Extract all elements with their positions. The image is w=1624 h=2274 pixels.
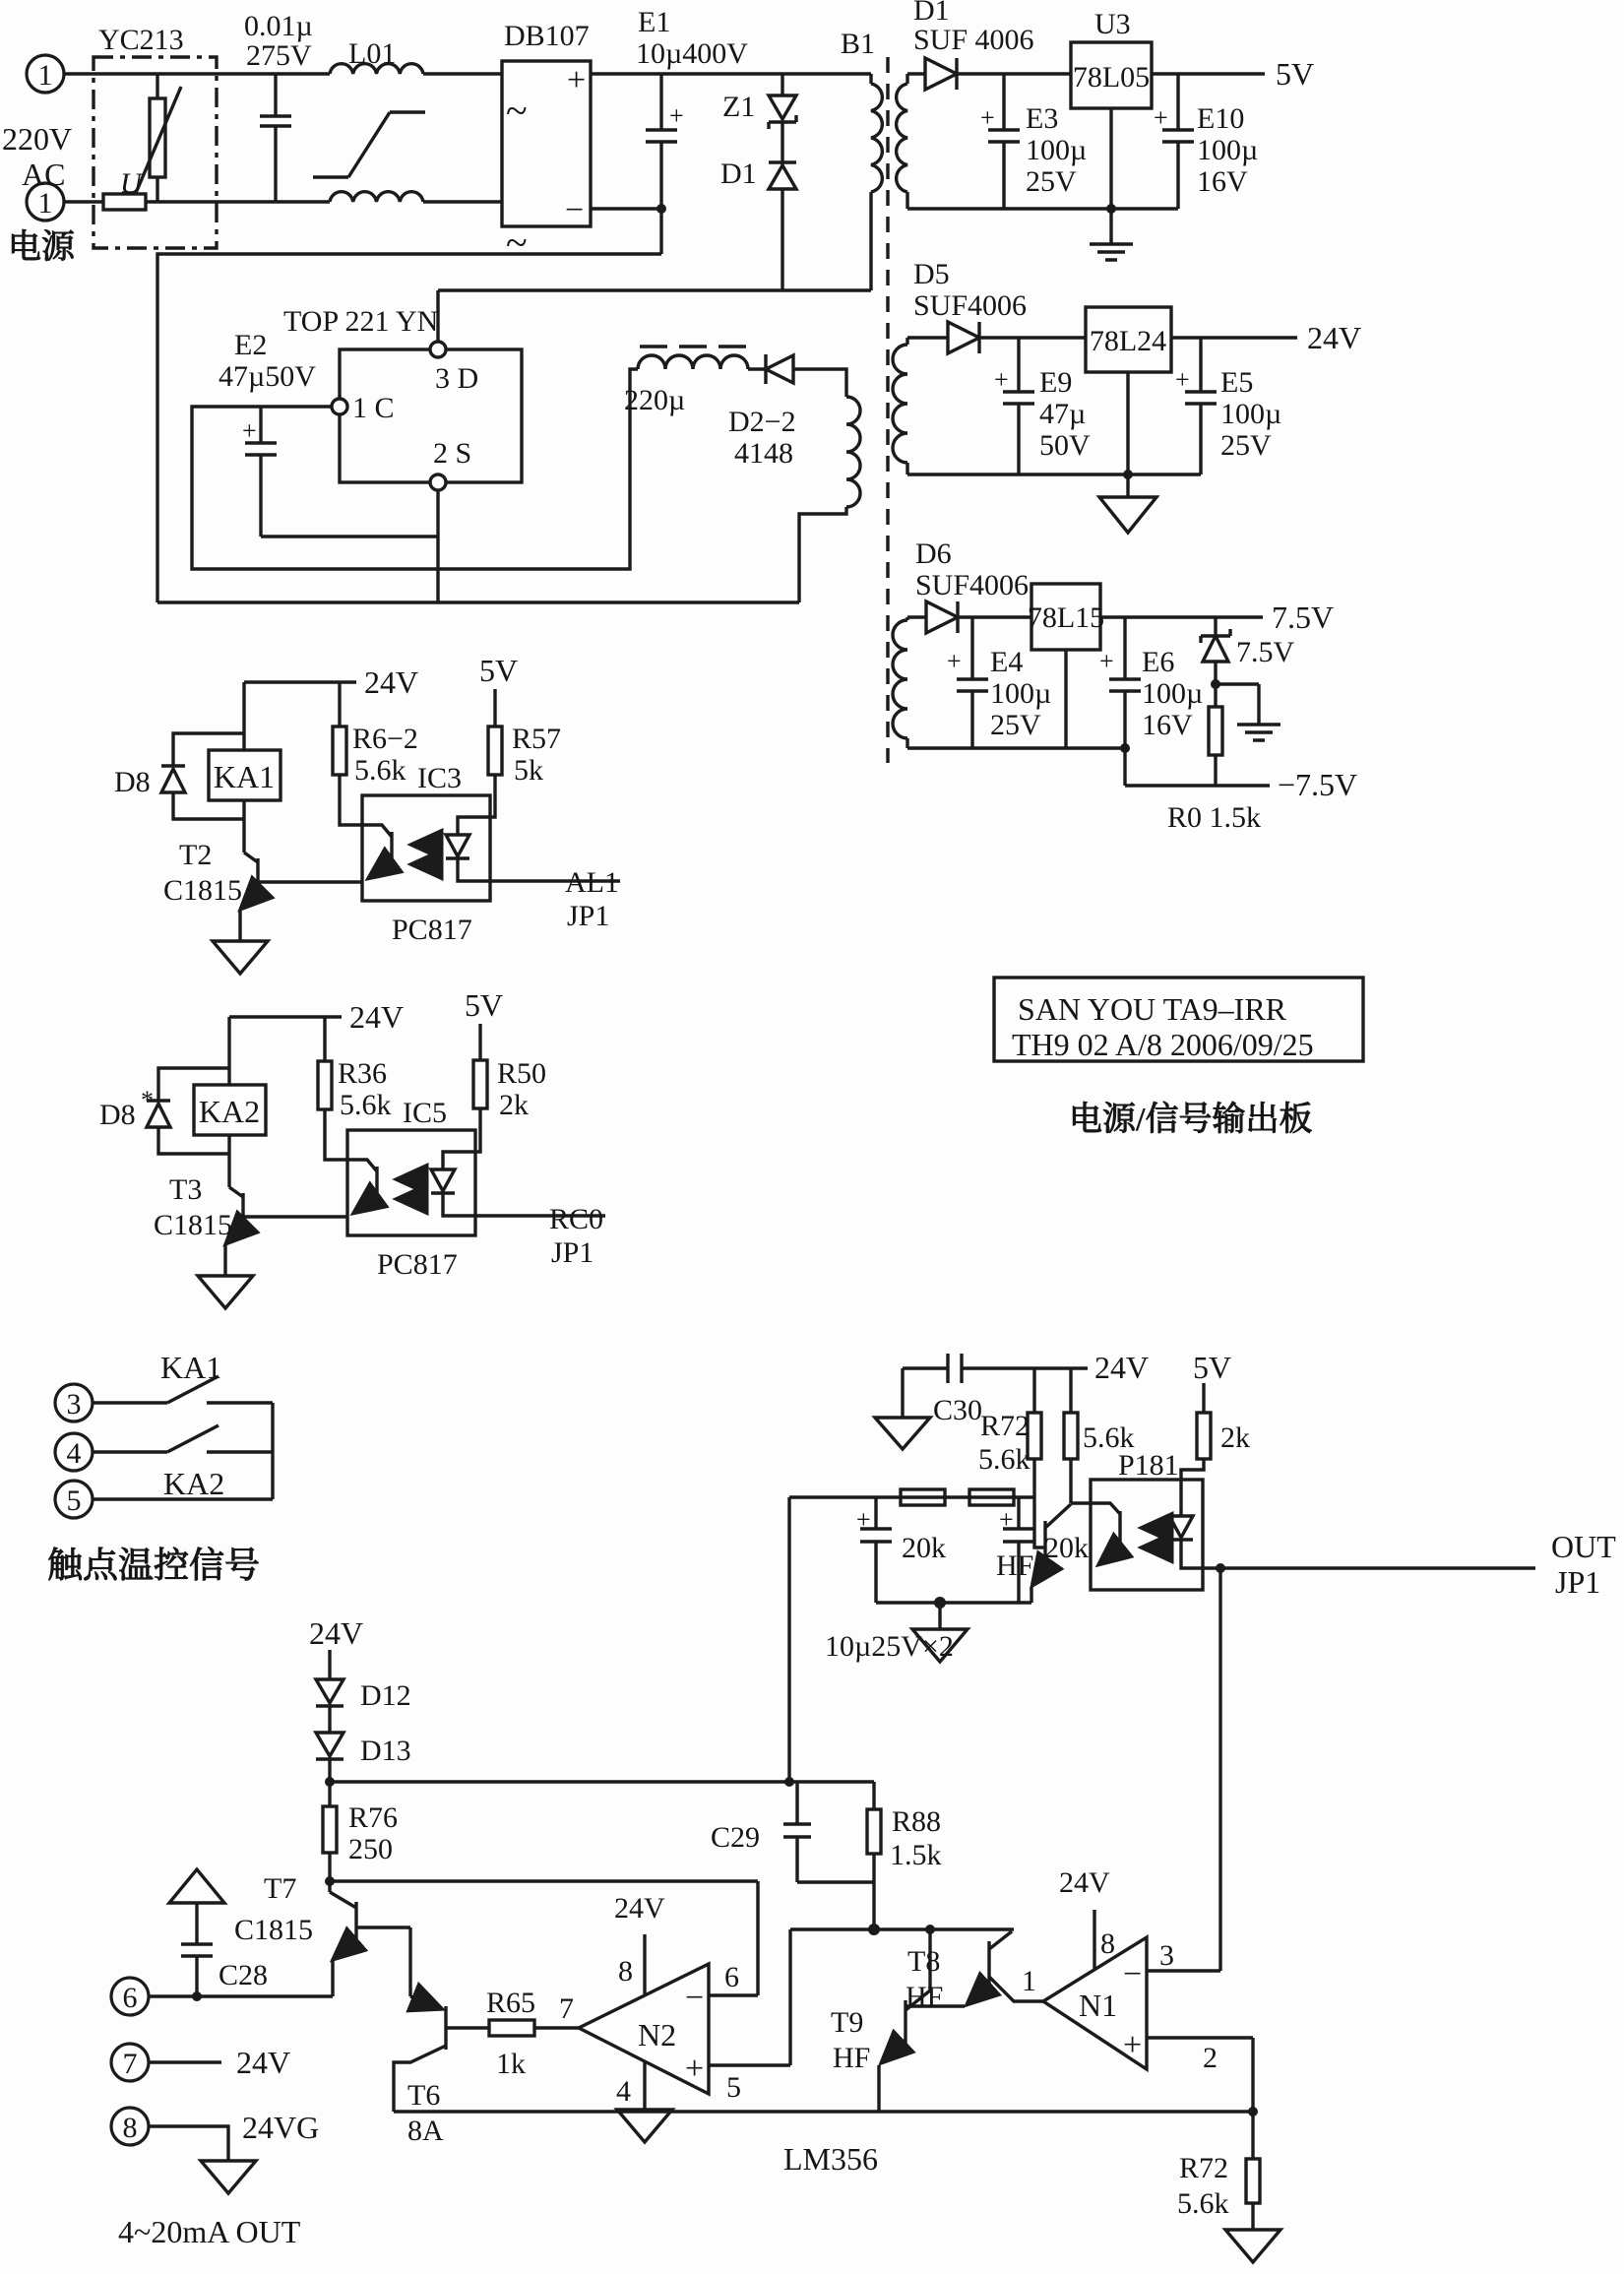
cap-c28 — [181, 1903, 213, 1996]
label-zener-7v5: 7.5V — [1236, 636, 1295, 668]
pin-n2-8: 8 — [618, 1955, 633, 1988]
label-db-tilde1: ~ — [506, 89, 528, 133]
label-ka2-contact: KA2 — [163, 1466, 225, 1501]
x-capacitor-001u — [260, 74, 291, 202]
label-e4-uf: 100µ — [990, 677, 1052, 710]
label-z1: Z1 — [722, 91, 756, 123]
res-r72b — [1246, 2112, 1260, 2230]
opto-p181 — [1091, 1480, 1203, 1590]
res-r76 — [323, 1782, 337, 1881]
label-suf4006-2: SUF4006 — [913, 289, 1028, 322]
diode-d13 — [316, 1733, 344, 1782]
label-d2-2: D2−2 — [728, 406, 796, 438]
label-jp1-b: JP1 — [551, 1236, 594, 1269]
ac-input-section — [64, 57, 591, 248]
label-pc817-ic5: PC817 — [377, 1248, 458, 1281]
transformer-b1-primary — [871, 74, 882, 290]
label-e4-v: 25V — [990, 709, 1041, 741]
label-d13: D13 — [360, 1735, 411, 1767]
label-e4: E4 — [990, 646, 1024, 678]
ground-triangle-r72b — [1225, 2230, 1280, 2262]
label-t7: T7 — [264, 1872, 297, 1905]
label-t3-c1815: C1815 — [154, 1209, 233, 1241]
winding-5v — [897, 74, 907, 209]
label-cap-b-plus: + — [999, 1505, 1014, 1534]
label-b1: B1 — [841, 28, 876, 60]
title-line1: SAN YOU TA9–IRR — [1018, 991, 1287, 1027]
opto-p181-internals — [1091, 1480, 1203, 1568]
label-r72b-val: 5.6k — [1177, 2187, 1229, 2220]
terminal-ac-1-digit: 1 — [37, 59, 53, 92]
label-ka2: KA2 — [198, 1094, 261, 1129]
label-220v: 220V — [2, 121, 73, 157]
pin-n2-6: 6 — [724, 1961, 739, 1993]
terminal-ac-1 — [27, 55, 64, 93]
contact-caption: 触点温控信号 — [47, 1546, 261, 1585]
label-varistor-u: U — [120, 167, 142, 200]
label-jp1-a: JP1 — [567, 900, 610, 932]
label-2k: 2k — [1220, 1421, 1250, 1454]
label-e9-plus: + — [994, 365, 1009, 394]
label-e1-plus: + — [669, 101, 684, 130]
label-5v-ka2: 5V — [465, 987, 504, 1023]
label-e5-uf: 100µ — [1220, 398, 1282, 430]
label-e3-v: 25V — [1026, 165, 1077, 198]
diode-d6 — [926, 601, 958, 633]
pin-n2-4: 4 — [616, 2075, 631, 2108]
label-e10: E10 — [1197, 102, 1245, 135]
label-n2: N2 — [638, 2017, 677, 2053]
earth-ground-7v5 — [1237, 725, 1280, 740]
label-e9-uf: 47µ — [1039, 398, 1087, 430]
label-r57-val: 5k — [514, 754, 543, 787]
diode-d8 — [161, 766, 185, 792]
sign-n2-minus: − — [685, 1980, 705, 2016]
label-5k6-hf: 5.6k — [1083, 1421, 1135, 1454]
label-7v5-out: 7.5V — [1272, 600, 1335, 635]
label-suf4006-3: SUF4006 — [915, 569, 1030, 601]
label-db-tilde2: ~ — [506, 221, 528, 265]
label-r76: R76 — [348, 1801, 399, 1834]
label-5v-ka1: 5V — [479, 653, 519, 688]
label-db-minus: − — [565, 192, 585, 228]
label-r88-val: 1.5k — [890, 1839, 942, 1871]
label-c28: C28 — [219, 1959, 269, 1991]
label-r88: R88 — [892, 1805, 942, 1838]
label-t6-8a: 8A — [407, 2115, 444, 2147]
pin-n1-2: 2 — [1203, 2042, 1218, 2074]
label-c-001u: 0.01µ — [244, 10, 313, 42]
label-e6-v: 16V — [1142, 709, 1193, 741]
opto-ic5 — [347, 1130, 475, 1235]
label-e3: E3 — [1026, 102, 1059, 135]
label-r6-2: R6−2 — [352, 723, 418, 755]
label-e9: E9 — [1039, 366, 1073, 399]
label-4148: 4148 — [734, 437, 793, 470]
label-e5-v: 25V — [1220, 429, 1272, 462]
label-24v-p7: 24V — [236, 2045, 291, 2080]
res-r88 — [867, 1782, 881, 1882]
label-r50-val: 2k — [499, 1089, 529, 1121]
pin-n2-5: 5 — [726, 2071, 741, 2104]
terminal-7 — [111, 2044, 149, 2081]
ground-triangle-24v — [1099, 497, 1156, 533]
label-r50: R50 — [497, 1057, 547, 1090]
diode-d2-2 — [748, 354, 846, 397]
label-l01: L01 — [348, 37, 397, 70]
cap-c30 — [903, 1354, 1088, 1383]
pin-n2-7: 7 — [559, 1992, 574, 2025]
title-line2: TH9 02 A/8 2006/09/25 — [1012, 1027, 1314, 1062]
label-ac: AC — [22, 157, 66, 192]
label-t9-hf: HF — [833, 2042, 871, 2074]
label-24vg: 24VG — [242, 2110, 320, 2145]
res-r72a — [1028, 1368, 1041, 1497]
sign-n1-plus: + — [1123, 2027, 1143, 2063]
label-e10-uf: 100µ — [1197, 134, 1259, 166]
ground-triangle-t3 — [198, 1276, 253, 1308]
label-al1: AL1 — [565, 866, 619, 899]
label-t8: T8 — [907, 1945, 941, 1978]
label-e2-val: 47µ50V — [219, 360, 316, 393]
earth-ground-5v — [1090, 209, 1133, 260]
label-5v-out: 5V — [1276, 56, 1315, 92]
label-d1-pri: D1 — [720, 158, 757, 190]
label-suf4006-1: SUF 4006 — [913, 24, 1034, 56]
label-ka1-contact: KA1 — [160, 1350, 222, 1385]
diode-d1-pri — [769, 122, 796, 290]
label-e2: E2 — [234, 329, 268, 361]
label-d8-star-mark: * — [141, 1086, 154, 1114]
label-d8: D8 — [114, 766, 151, 798]
label-220u: 220µ — [624, 384, 686, 416]
zener-7v5 — [1201, 617, 1230, 684]
label-r57: R57 — [512, 723, 562, 755]
label-ic5: IC5 — [403, 1097, 447, 1129]
label-top221: TOP 221 YN — [283, 305, 439, 338]
yc213-module-box — [94, 57, 217, 248]
choke-l01 — [313, 64, 425, 202]
label-ka1: KA1 — [213, 759, 276, 794]
label-pin-1c: 1 C — [352, 392, 395, 424]
ground-triangle-24vg — [201, 2161, 256, 2193]
label-r76-val: 250 — [348, 1833, 393, 1865]
label-jp1-c: JP1 — [1555, 1564, 1601, 1600]
label-d8-star: D8 — [99, 1099, 136, 1131]
label-e6-plus: + — [1099, 647, 1114, 675]
terminal-6 — [111, 1978, 149, 2015]
label-78l05: 78L05 — [1072, 61, 1151, 94]
label-24v-ka1: 24V — [364, 664, 419, 700]
label-minus7v5: −7.5V — [1278, 767, 1358, 802]
label-24v-ka2: 24V — [349, 999, 405, 1035]
winding-7v5 — [893, 617, 907, 748]
terminal-8-digit: 8 — [122, 2112, 138, 2144]
ground-triangle-t2 — [213, 941, 268, 974]
label-10u25: 10µ25V×2 — [825, 1630, 954, 1663]
res-r0 — [1209, 684, 1222, 786]
label-dianyuan: 电源 — [8, 229, 75, 266]
label-r6-2-val: 5.6k — [354, 754, 406, 787]
label-r0: R0 1.5k — [1167, 801, 1262, 834]
terminal-8 — [111, 2108, 149, 2145]
terminal-3 — [55, 1384, 93, 1421]
sign-n2-plus: + — [685, 2051, 705, 2087]
inductor-220u — [638, 347, 748, 369]
label-24v-hf: 24V — [1094, 1350, 1150, 1385]
res-r57 — [488, 689, 502, 775]
cap-e4 — [957, 617, 988, 748]
label-r72a: R72 — [980, 1410, 1031, 1442]
label-24v-n1: 24V — [1059, 1866, 1110, 1899]
transformer-b1-feedback — [799, 397, 860, 602]
cap-e6 — [1109, 617, 1141, 786]
terminal-ac-2-digit: 1 — [37, 187, 53, 220]
label-c29: C29 — [711, 1821, 761, 1854]
label-d12: D12 — [360, 1679, 411, 1712]
label-e10-v: 16V — [1197, 165, 1248, 198]
label-e2-plus: + — [242, 416, 257, 445]
label-out: OUT — [1551, 1529, 1616, 1564]
label-r65: R65 — [486, 1987, 536, 2019]
label-r65-val: 1k — [496, 2048, 526, 2080]
label-n1: N1 — [1079, 1988, 1118, 2023]
label-e1-val: 10µ400V — [636, 37, 748, 70]
label-t2: T2 — [179, 839, 213, 871]
label-t2-c1815: C1815 — [163, 874, 243, 907]
label-d1-sec: D1 — [913, 0, 950, 27]
cap-e9 — [1003, 338, 1034, 474]
label-c30: C30 — [933, 1394, 983, 1426]
label-t3: T3 — [169, 1173, 203, 1206]
terminal-5-digit: 5 — [66, 1484, 82, 1517]
terminal-3-digit: 3 — [66, 1388, 82, 1421]
label-24v-d12: 24V — [309, 1615, 364, 1651]
label-lm356: LM356 — [783, 2141, 878, 2177]
pin-n1-8: 8 — [1100, 1927, 1115, 1960]
ground-triangle-c30 — [875, 1418, 930, 1449]
board-name: 电源/信号输出板 — [1069, 1102, 1313, 1138]
label-p181: P181 — [1118, 1449, 1179, 1482]
transistor-t7 — [330, 1881, 410, 1996]
label-hf: HF — [996, 1549, 1034, 1582]
label-78l24: 78L24 — [1089, 325, 1167, 357]
label-t8-hf: HF — [906, 1981, 944, 2013]
label-pin-2s: 2 S — [433, 437, 472, 470]
label-db107: DB107 — [504, 20, 590, 52]
label-db-plus: + — [567, 62, 587, 98]
label-r72a-val: 5.6k — [978, 1443, 1031, 1476]
label-78l15: 78L15 — [1027, 601, 1105, 634]
label-r72b: R72 — [1179, 2152, 1229, 2184]
label-rc0: RC0 — [549, 1203, 604, 1235]
label-u3: U3 — [1094, 8, 1131, 40]
cap-e3 — [988, 74, 1020, 209]
terminal-4-digit: 4 — [66, 1437, 82, 1470]
label-e3-plus: + — [980, 103, 995, 132]
label-d5: D5 — [913, 258, 950, 290]
label-e5-plus: + — [1175, 365, 1190, 394]
pin-n1-1: 1 — [1022, 1965, 1036, 1997]
label-yc213: YC213 — [98, 24, 184, 56]
label-e3-uf: 100µ — [1026, 134, 1088, 166]
label-420ma: 4~20mA OUT — [118, 2214, 301, 2249]
label-c-275v: 275V — [246, 39, 312, 72]
label-pin-3d: 3 D — [435, 362, 479, 395]
res-r50 — [473, 1024, 487, 1108]
diode-d1-sec — [925, 58, 957, 90]
terminal-4 — [55, 1433, 93, 1471]
label-d6: D6 — [915, 537, 952, 570]
label-e5: E5 — [1220, 366, 1254, 399]
core-mark — [313, 112, 425, 177]
label-r36-val: 5.6k — [340, 1089, 392, 1121]
label-24v-out: 24V — [1307, 320, 1362, 355]
cap-e10 — [1162, 74, 1194, 209]
label-e4-plus: + — [947, 647, 962, 675]
diode-d12 — [316, 1679, 344, 1733]
labels-layer — [2, 0, 1616, 2249]
label-5v-hf: 5V — [1193, 1350, 1232, 1385]
label-e1: E1 — [638, 6, 671, 38]
terminal-6-digit: 6 — [122, 1982, 138, 2014]
label-ic3: IC3 — [417, 762, 462, 794]
diode-d5 — [948, 322, 979, 353]
cap-c29 — [783, 1782, 811, 1882]
sign-n1-minus: − — [1123, 1956, 1143, 1992]
label-t9: T9 — [831, 2006, 864, 2039]
opto-ic3 — [362, 795, 490, 901]
res-2k — [1181, 1383, 1211, 1480]
label-t6: T6 — [407, 2079, 441, 2112]
label-t7-c1815: C1815 — [234, 1914, 314, 1946]
ground-triangle-n2 — [617, 2110, 672, 2142]
label-24v-n2: 24V — [614, 1892, 665, 1925]
label-cap-a-plus: + — [856, 1505, 871, 1534]
label-r36: R36 — [338, 1057, 388, 1090]
label-e9-v: 50V — [1039, 429, 1091, 462]
zener-z1 — [769, 74, 796, 129]
label-e6: E6 — [1142, 646, 1175, 678]
terminal-7-digit: 7 — [122, 2048, 138, 2080]
terminal-5 — [55, 1481, 93, 1518]
label-20k-a: 20k — [902, 1532, 946, 1564]
label-e10-plus: + — [1154, 103, 1168, 132]
cap-e5 — [1185, 338, 1217, 474]
label-20k-b: 20k — [1044, 1532, 1089, 1564]
label-pc817-ic3: PC817 — [392, 914, 472, 946]
label-e6-uf: 100µ — [1142, 677, 1204, 710]
winding-24v — [893, 338, 907, 474]
pin-n1-3: 3 — [1159, 1939, 1174, 1972]
power-flag-triangle — [169, 1869, 224, 1903]
